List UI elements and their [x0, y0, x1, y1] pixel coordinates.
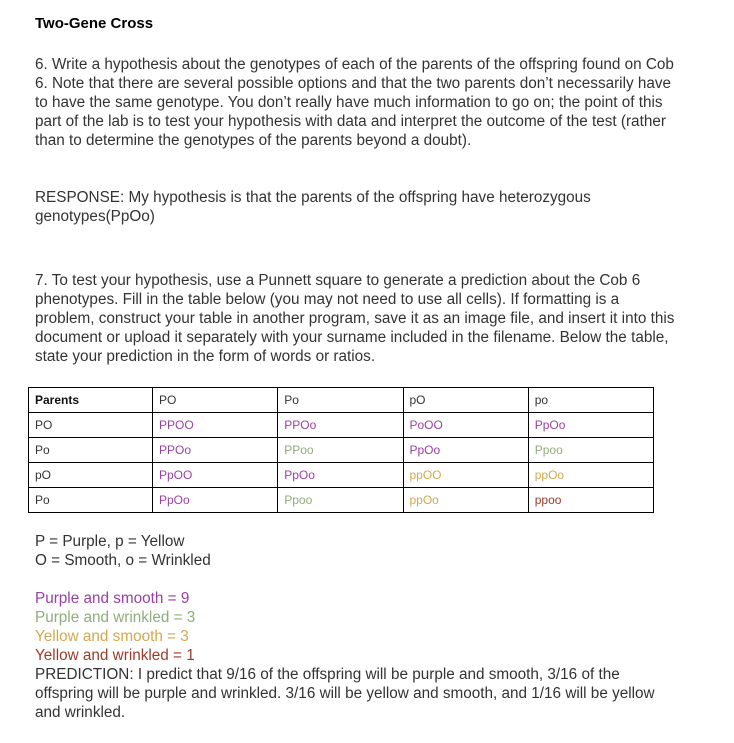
genotype-cell: ppOo — [403, 488, 528, 513]
genotype-cell: PPoo — [278, 438, 403, 463]
genotype-cell: Ppoo — [528, 438, 653, 463]
table-row — [29, 463, 654, 488]
punnett-square-table — [28, 387, 654, 513]
table-column-header: Po — [278, 388, 403, 413]
table-header-row — [29, 388, 654, 413]
table-row — [29, 413, 654, 438]
table-column-header: pO — [403, 388, 528, 413]
allele-key-color: P = Purple, p = Yellow — [35, 533, 185, 550]
table-row — [29, 438, 654, 463]
count-yellow-wrinkled: Yellow and wrinkled = 1 — [35, 647, 195, 664]
count-purple-wrinkled: Purple and wrinkled = 3 — [35, 609, 196, 626]
table-column-header: PO — [153, 388, 278, 413]
genotype-cell: PPOo — [153, 438, 278, 463]
table-row-header: pO — [29, 463, 153, 488]
allele-key-texture: O = Smooth, o = Wrinkled — [35, 552, 211, 569]
genotype-cell: PpOo — [528, 413, 653, 438]
table-row-header: PO — [29, 413, 153, 438]
genotype-cell: PpOo — [403, 438, 528, 463]
phenotype-counts — [35, 589, 195, 665]
genotype-cell: ppOo — [528, 463, 653, 488]
genotype-cell: PoOO — [403, 413, 528, 438]
table-row-header: Po — [29, 488, 153, 513]
table-row — [29, 488, 654, 513]
table-column-header: po — [528, 388, 653, 413]
genotype-cell: PpOo — [153, 488, 278, 513]
genotype-cell: ppoo — [528, 488, 653, 513]
question-7-text: 7. To test your hypothesis, use a Punnett square to generate a prediction about the Cob 6 phenotypes. Fill in the table below (you may not need to use all cells). If formatting is a problem, construct your table in another program, save it as an image file, and insert it into this document or upload it separately with your surname included in the filename. Below the table, state your prediction in the form of words or ratios. — [35, 272, 675, 365]
response-text: RESPONSE: My hypothesis is that the parents of the offspring have heterozygous genotypes(PpOo) — [35, 189, 591, 225]
genotype-cell: PpOO — [153, 463, 278, 488]
count-purple-smooth: Purple and smooth = 9 — [35, 590, 190, 607]
section-title: Two-Gene Cross — [35, 15, 154, 32]
table-corner-header: Parents — [29, 388, 153, 413]
count-yellow-smooth: Yellow and smooth = 3 — [35, 628, 189, 645]
question-6-text: 6. Write a hypothesis about the genotypes of each of the parents of the offspring found on Cob 6. Note that there are several possible options and that the two parents don’t necessarily have to have the same genotype. You don’t really have much information to go on; the point of this part of the lab is to test your hypothesis with data and interpret the outcome of the test (rather than to determine the genotypes of the parents beyond a doubt). — [35, 56, 674, 149]
genotype-cell: Ppoo — [278, 488, 403, 513]
genotype-cell: PPOo — [278, 413, 403, 438]
genotype-cell: PpOo — [278, 463, 403, 488]
prediction-text: PREDICTION: I predict that 9/16 of the offspring will be purple and smooth, 3/16 of the offspring will be purple and wrinkled. 3/16 will be yellow and smooth, and 1/16 will be yellow and wrinkled. — [35, 666, 655, 721]
allele-key — [35, 532, 211, 570]
genotype-cell: PPOO — [153, 413, 278, 438]
genotype-cell: ppOO — [403, 463, 528, 488]
table-row-header: Po — [29, 438, 153, 463]
